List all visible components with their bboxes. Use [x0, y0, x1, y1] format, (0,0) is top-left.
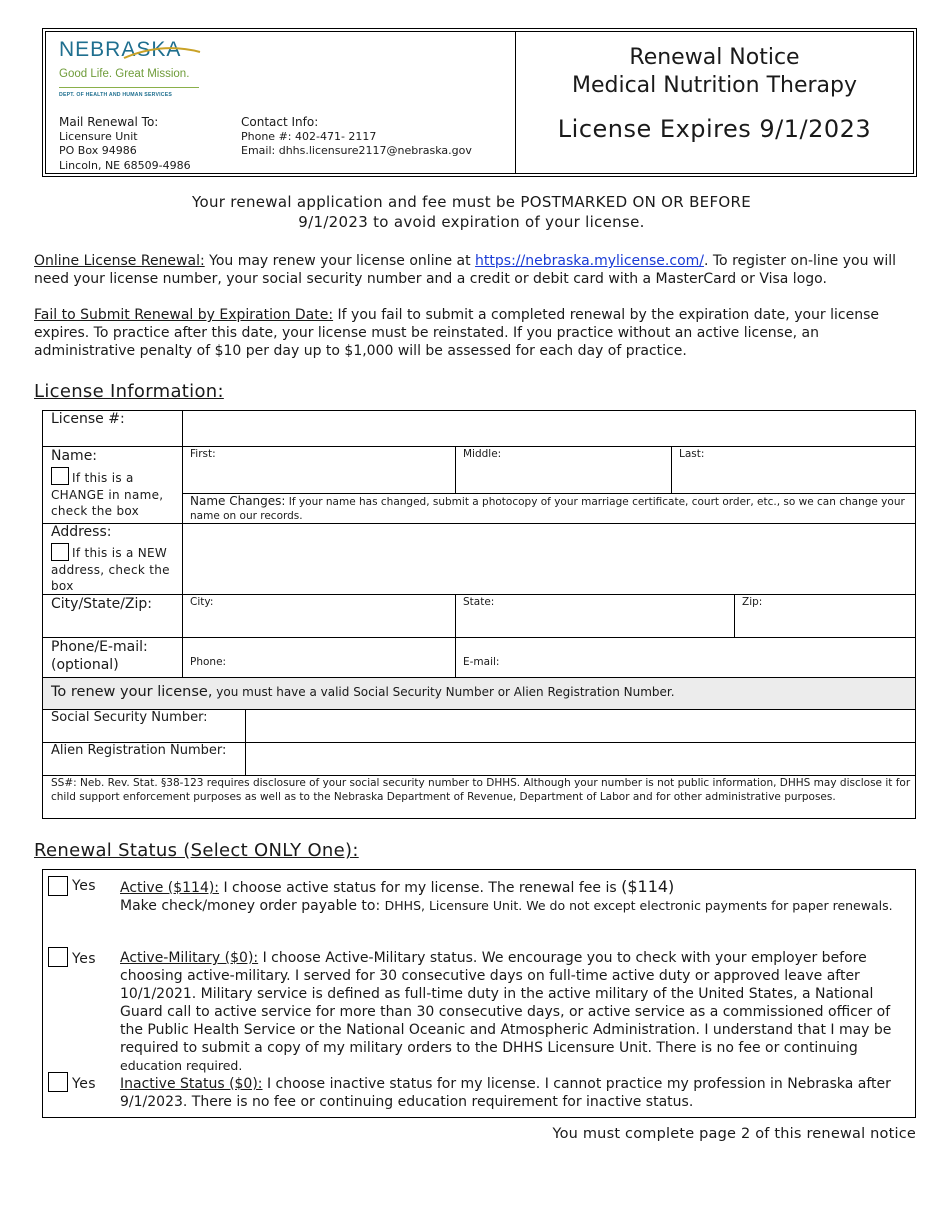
nebraska-logo-word: NEBRASKA	[59, 38, 182, 61]
renew-requirement-lead: To renew your license,	[51, 684, 213, 700]
city-state-zip-label: City/State/Zip:	[51, 596, 153, 612]
inactive-status-title: Inactive Status ($0):	[120, 1076, 263, 1092]
contact-info-block	[241, 115, 472, 159]
col-line	[455, 446, 456, 493]
state-field[interactable]	[457, 610, 732, 635]
contact-phone: Phone #: 402-471- 2117	[241, 129, 377, 143]
phone-label: Phone:	[190, 656, 227, 668]
renew-requirement	[51, 684, 675, 700]
col-line	[182, 410, 183, 677]
license-number-field[interactable]	[184, 412, 914, 445]
state-label: State:	[463, 596, 495, 608]
ssn-disclosure: SS#: Neb. Rev. Stat. §38-123 requires disclosure of your social security number to DHHS. Although your number is not public information, DHHS may disclose it for child support enforcement purposes as well as to the Nebraska Department of Revenue, Department of Labor and for other administrative purposes.	[51, 777, 911, 803]
middle-name-field[interactable]	[457, 462, 669, 491]
col-line	[245, 709, 246, 775]
middle-name-label: Middle:	[463, 448, 502, 460]
online-renewal-text2: . To register on-line you will need your license number, your social security number and a credit or debit card with a MasterCard or Visa logo.	[34, 253, 897, 287]
row-line	[42, 637, 916, 638]
last-name-field[interactable]	[673, 462, 914, 491]
row-line	[42, 677, 916, 678]
address-label: Address:	[51, 524, 112, 540]
first-name-label: First:	[190, 448, 216, 460]
active-status-checkbox[interactable]	[48, 876, 68, 896]
postmark-notice-line1: Your renewal application and fee must be POSTMARKED ON OR BEFORE	[192, 193, 751, 211]
email-field[interactable]	[505, 639, 914, 675]
contact-title: Contact Info:	[241, 115, 319, 129]
nebraska-logo-dept: DEPT. OF HEALTH AND HUMAN SERVICES	[59, 92, 173, 98]
inactive-status-option	[120, 1075, 900, 1111]
alien-registration-label: Alien Registration Number:	[51, 743, 227, 758]
fail-to-submit-paragraph	[34, 306, 910, 360]
nebraska-logo-tagline: Good Life. Great Mission.	[59, 68, 190, 80]
active-military-option	[120, 949, 900, 1075]
mylicense-link[interactable]: https://nebraska.mylicense.com/	[475, 253, 704, 269]
online-renewal-text1: You may renew your license online at	[204, 253, 476, 269]
online-renewal-heading: Online License Renewal:	[34, 253, 205, 269]
postmark-notice	[34, 192, 909, 232]
active-status-payable-to: DHHS, Licensure Unit. We do not except electronic payments for paper renewals.	[384, 898, 893, 913]
ssn-field[interactable]	[247, 711, 914, 741]
mail-title: Mail Renewal To:	[59, 115, 159, 129]
name-label: Name:	[51, 448, 98, 464]
first-name-field[interactable]	[184, 462, 453, 491]
mail-renewal-block	[59, 115, 191, 173]
license-expires-title: License Expires 9/1/2023	[557, 115, 872, 143]
active-military-tail: education required.	[120, 1058, 243, 1073]
header-inner-border	[45, 31, 914, 174]
active-yes-label: Yes	[72, 878, 97, 894]
email-label: E-mail:	[463, 656, 500, 668]
active-status-option	[120, 878, 900, 915]
phone-email-label: Phone/E-mail:	[51, 639, 148, 655]
active-status-title: Active ($114):	[120, 880, 220, 896]
mail-line1: Licensure Unit	[59, 129, 138, 143]
alien-registration-field[interactable]	[247, 744, 914, 774]
zip-label: Zip:	[742, 596, 763, 608]
new-address-instruction: If this is a NEW address, check the box	[51, 546, 170, 593]
name-change-instruction: If this is a CHANGE in name, check the box	[51, 471, 164, 518]
mail-line2: PO Box 94986	[59, 144, 137, 157]
military-yes-label: Yes	[72, 951, 97, 967]
row-line	[42, 523, 916, 524]
header-box	[42, 28, 917, 177]
name-changes-note	[190, 494, 910, 523]
col-line	[734, 594, 735, 637]
col-line	[671, 446, 672, 493]
license-info-heading: License Information:	[34, 381, 224, 402]
postmark-notice-line2: 9/1/2023 to avoid expiration of your license.	[298, 213, 645, 231]
phone-field[interactable]	[235, 639, 453, 675]
renewal-notice-title: Renewal Notice	[629, 45, 800, 70]
zip-field[interactable]	[736, 610, 914, 635]
page-two-reminder: You must complete page 2 of this renewal notice	[552, 1126, 916, 1142]
active-status-text: I choose active status for my license. The renewal fee is	[219, 880, 622, 896]
active-status-fee: ($114)	[621, 877, 675, 896]
inactive-yes-label: Yes	[72, 1076, 97, 1092]
last-name-label: Last:	[679, 448, 705, 460]
contact-email: Email: dhhs.licensure2117@nebraska.gov	[241, 144, 472, 157]
active-military-title: Active-Military ($0):	[120, 950, 259, 966]
active-military-checkbox[interactable]	[48, 947, 68, 967]
col-line	[455, 594, 456, 677]
renew-requirement-text: you must have a valid Social Security Number or Alien Registration Number.	[212, 685, 675, 699]
optional-label: (optional)	[51, 657, 119, 673]
active-status-payable: Make check/money order payable to:	[120, 898, 385, 914]
logo-rule	[59, 87, 199, 88]
inactive-status-checkbox[interactable]	[48, 1072, 68, 1092]
header-title-block	[516, 32, 913, 144]
city-label: City:	[190, 596, 214, 608]
city-field[interactable]	[184, 610, 453, 635]
mail-line3: Lincoln, NE 68509-4986	[59, 158, 191, 172]
profession-title: Medical Nutrition Therapy	[571, 73, 858, 98]
address-field[interactable]	[184, 525, 914, 593]
ssn-label: Social Security Number:	[51, 710, 208, 725]
license-number-label: License #:	[51, 411, 125, 427]
online-renewal-paragraph	[34, 252, 910, 288]
fail-to-submit-text: If you fail to submit a completed renewal by the expiration date, your license expires. To practice after this date, your license must be reinstated. If you practice without an active license, an administrative penalty of $10 per day up to $1,000 will be assessed for each day of practice.	[34, 307, 879, 359]
fail-to-submit-heading: Fail to Submit Renewal by Expiration Date:	[34, 307, 334, 323]
active-military-text: I choose Active-Military status. We encourage you to check with your employer before choosing active-military. I served for 30 consecutive days on full-time active duty or approved leave after 10/1/2021. Military service is defined as full-time duty in the active military of the United States, a National Guard call to active service for more than 30 consecutive days, or active service as a commissioned officer of the Public Health Service or the National Oceanic and Atmospheric Administration. I understand that I may be required to submit a copy of my military orders to the DHHS Licensure Unit. There is no fee or continuing	[120, 950, 892, 1056]
inactive-status-text: I choose inactive status for my license. I cannot practice my profession in Nebraska after 9/1/2023. There is no fee or continuing education requirement for inactive status.	[120, 1076, 891, 1110]
name-changes-text: If your name has changed, submit a photocopy of your marriage certificate, court order, etc., so we can change your name on our records.	[190, 496, 905, 522]
name-changes-label: Name Changes:	[190, 494, 286, 508]
logo-swoosh-icon	[122, 46, 202, 60]
renewal-status-heading: Renewal Status (Select ONLY One):	[34, 840, 359, 861]
